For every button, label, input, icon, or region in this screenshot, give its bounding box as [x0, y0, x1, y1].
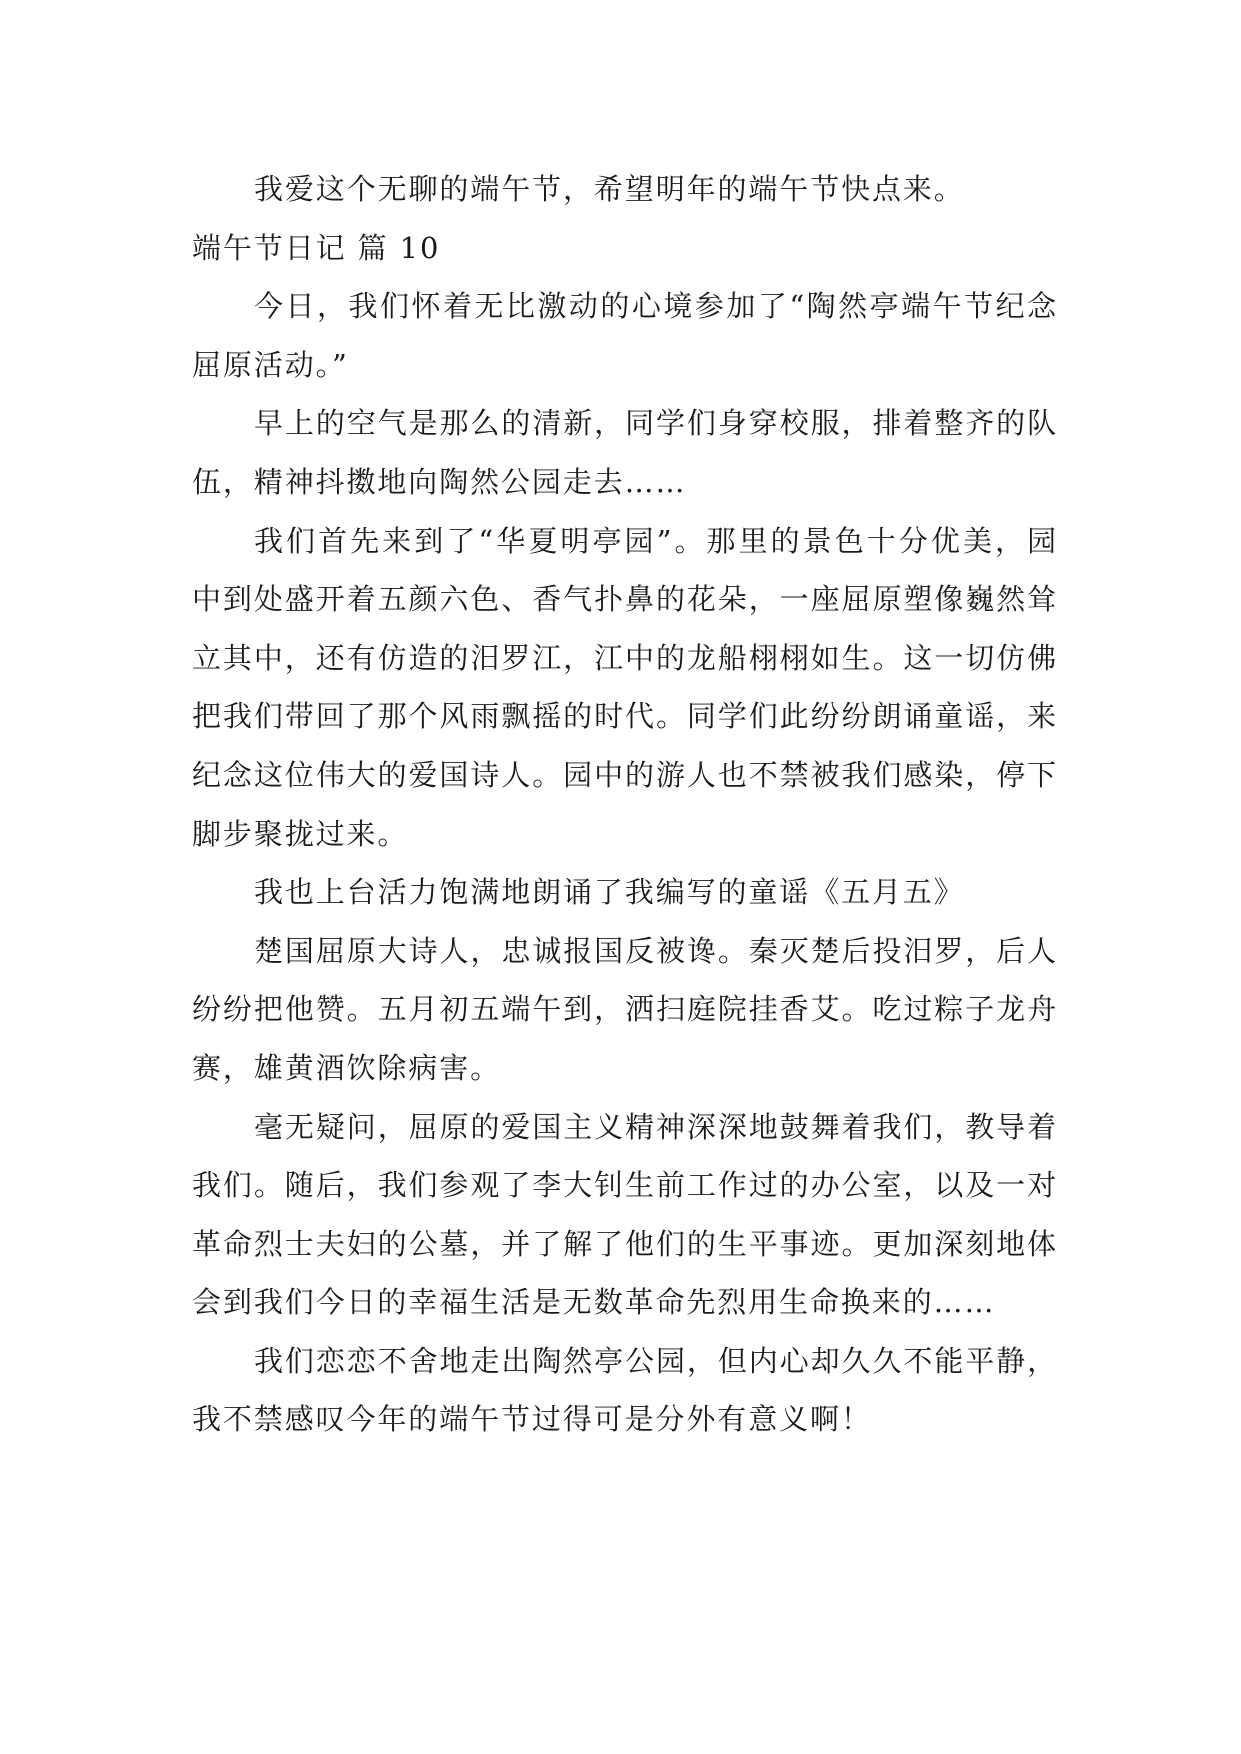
document-body [192, 160, 1058, 1449]
paragraph: 毫无疑问，屈原的爱国主义精神深深地鼓舞着我们，教导着我们。随后，我们参观了李大钊生前工作过的办公室，以及一对革命烈士夫妇的公墓，并了解了他们的生平事迹。更加深刻地体会到我们今日的幸福生活是无数革命先烈用生命换来的…… [192, 1109, 1058, 1320]
paragraph: 早上的空气是那么的清新，同学们身穿校服，排着整齐的队伍，精神抖擞地向陶然公园走去…… [192, 406, 1058, 499]
paragraph: 我们恋恋不舍地走出陶然亭公园，但内心却久久不能平静，我不禁感叹今年的端午节过得可是分外有意义啊！ [192, 1343, 1058, 1437]
paragraph: 我们首先来到了“华夏明亭园”。那里的景色十分优美，园中到处盛开着五颜六色、香气扑鼻的花朵，一座屈原塑像巍然耸立其中，还有仿造的汨罗江，江中的龙船栩栩如生。这一切仿佛把我们带回了那个风雨飘摇的时代。同学们此纷纷朗诵童谣，来纪念这位伟大的爱国诗人。园中的游人也不禁被我们感染，停下脚步聚拢过来。 [192, 523, 1058, 851]
section-heading: 端午节日记 篇 10 [192, 230, 441, 265]
paragraph: 今日，我们怀着无比激动的心境参加了“陶然亭端午节纪念屈原活动。” [192, 289, 1058, 382]
paragraph-closing-previous: 我爱这个无聊的端午节，希望明年的端午节快点来。 [254, 172, 965, 206]
paragraph: 我也上台活力饱满地朗诵了我编写的童谣《五月五》 [254, 875, 965, 910]
poem-paragraph: 楚国屈原大诗人，忠诚报国反被谗。秦灭楚后投汨罗，后人纷纷把他赞。五月初五端午到，洒扫庭院挂香艾。吃过粽子龙舟赛，雄黄酒饮除病害。 [192, 933, 1058, 1085]
